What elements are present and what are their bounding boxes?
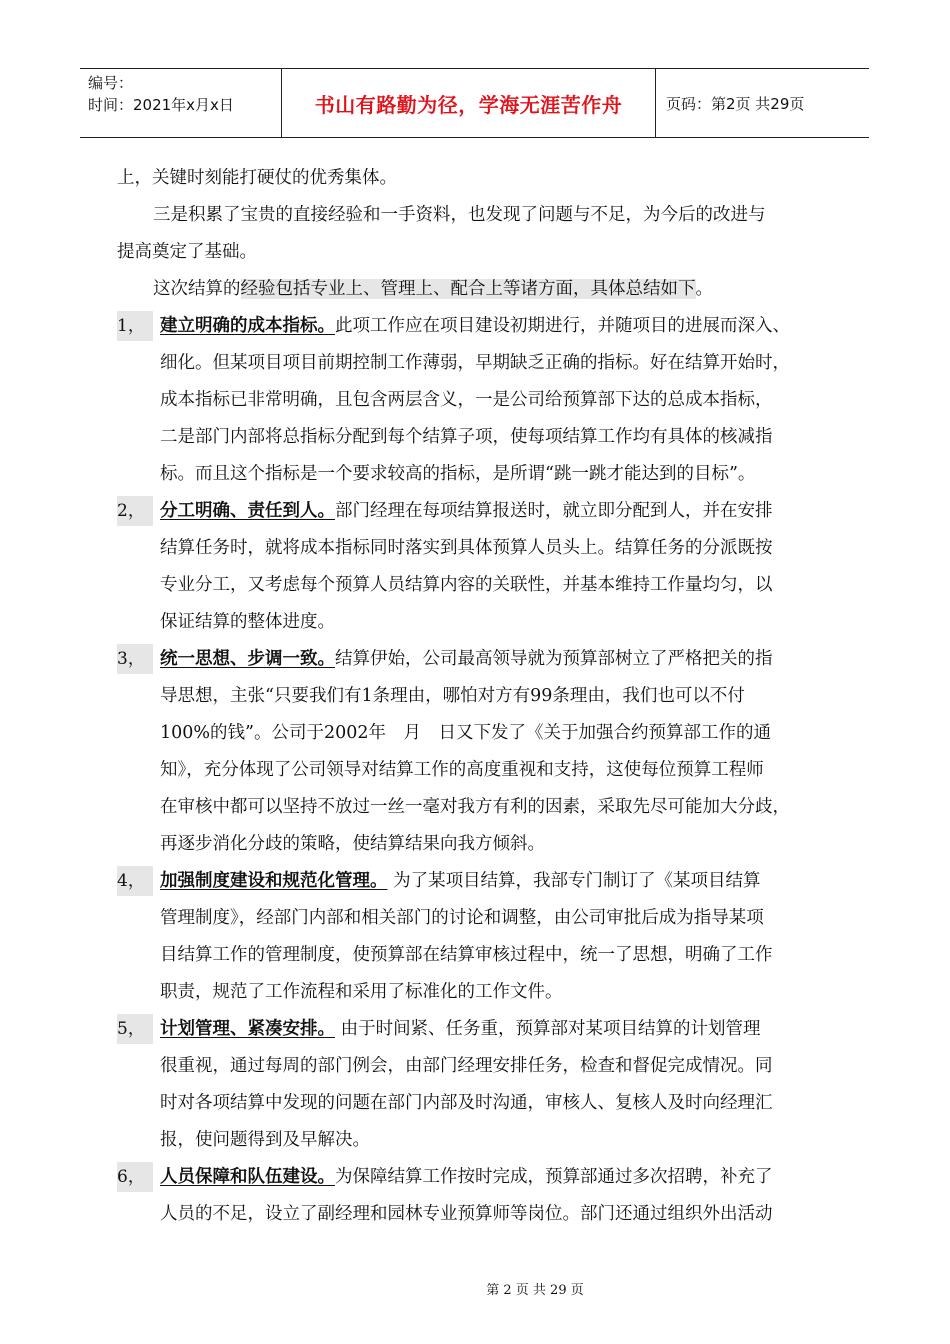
item-number: 3， bbox=[117, 644, 153, 674]
item-first-text: 为保障结算工作按时完成，预算部通过多次招聘，补充了 bbox=[335, 1167, 773, 1187]
item-first-text: 结算伊始，公司最高领导就为预算部树立了严格把关的指 bbox=[335, 649, 773, 669]
item-number: 5， bbox=[117, 1014, 153, 1044]
item-line: 人员的不足，设立了副经理和园林专业预算师等岗位。部门还通过组织外出活动 bbox=[160, 1204, 773, 1224]
intro-line-4 bbox=[117, 271, 847, 308]
list-item bbox=[117, 308, 847, 493]
item-line: 细化。但某项目项目前期控制工作薄弱，早期缺乏正确的指标。好在结算开始时， bbox=[160, 353, 790, 373]
header-table bbox=[80, 68, 869, 138]
item-line: 时对各项结算中发现的问题在部门内部及时沟通，审核人、复核人及时向经理汇 bbox=[160, 1093, 773, 1113]
item-line: 导思想，主张“只要我们有1条理由，哪怕对方有99条理由，我们也可以不付 bbox=[160, 686, 745, 706]
item-first-line bbox=[160, 493, 847, 530]
item-line: 目结算工作的管理制度，使预算部在结算审核过程中，统一了思想，明确了工作 bbox=[160, 945, 773, 965]
list-item bbox=[117, 1159, 847, 1233]
item-line: 职责，规范了工作流程和采用了标准化的工作文件。 bbox=[160, 982, 563, 1002]
intro-line-1: 上，关键时刻能打硬仗的优秀集体。 bbox=[117, 168, 397, 188]
item-first-text: 由于时间紧、任务重，预算部对某项目结算的计划管理 bbox=[335, 1019, 761, 1039]
page-footer bbox=[0, 1279, 950, 1298]
item-number: 4， bbox=[117, 866, 153, 896]
item-line: 在审核中都可以坚持不放过一丝一毫对我方有利的因素，采取先尽可能加大分歧， bbox=[160, 797, 790, 817]
item-line: 100%的钱”。公司于2002年 月 日又下发了《关于加强合约预算部工作的通 bbox=[160, 723, 772, 743]
item-title: 建立明确的成本指标。 bbox=[160, 316, 335, 336]
time-label: 时间：2021年x月x日 bbox=[88, 96, 234, 114]
header-meta-cell bbox=[80, 69, 282, 137]
intro-line-4c: 。 bbox=[695, 279, 713, 299]
item-first-line bbox=[160, 308, 847, 345]
item-title: 统一思想、步调一致。 bbox=[160, 649, 335, 669]
summary-list bbox=[117, 308, 847, 1233]
item-title: 分工明确、责任到人。 bbox=[160, 501, 335, 521]
item-first-line bbox=[160, 1159, 847, 1196]
item-line: 成本指标已非常明确，且包含两层含义，一是公司给预算部下达的总成本指标， bbox=[160, 390, 773, 410]
list-item bbox=[117, 493, 847, 641]
intro-line-4a: 这次结算的 bbox=[153, 279, 241, 299]
item-first-text: 此项工作应在项目建设初期进行，并随项目的进展而深入、 bbox=[335, 316, 790, 336]
item-line: 报，使问题得到及早解决。 bbox=[160, 1130, 370, 1150]
item-line: 管理制度》，经部门内部和相关部门的讨论和调整，由公司审批后成为指导某项 bbox=[160, 908, 764, 928]
item-line: 知》，充分体现了公司领导对结算工作的高度重视和支持，这使每位预算工程师 bbox=[160, 760, 764, 780]
item-number: 6， bbox=[117, 1162, 153, 1192]
item-title: 加强制度建设和规范化管理。 bbox=[160, 871, 388, 891]
item-first-text: 为了某项目结算，我部专门制订了《某项目结算 bbox=[387, 871, 761, 891]
motto: 书山有路勤为径，学海无涯苦作舟 bbox=[282, 69, 656, 137]
item-line: 二是部门内部将总指标分配到每个结算子项，使每项结算工作均有具体的核减指 bbox=[160, 427, 773, 447]
item-line: 结算任务时，就将成本指标同时落实到具体预算人员头上。结算任务的分派既按 bbox=[160, 538, 773, 558]
intro-highlight: 经验包括专业上、管理上、配合上等诸方面，具体总结如下 bbox=[240, 279, 696, 299]
item-number: 2， bbox=[117, 496, 153, 526]
intro-line-3: 提高奠定了基础。 bbox=[117, 242, 257, 262]
list-item bbox=[117, 641, 847, 863]
list-item bbox=[117, 1011, 847, 1159]
number-label: 编号： bbox=[88, 74, 134, 92]
item-line: 很重视，通过每周的部门例会，由部门经理安排任务，检查和督促完成情况。同 bbox=[160, 1056, 773, 1076]
item-first-line bbox=[160, 1011, 847, 1048]
item-title: 计划管理、紧凑安排。 bbox=[160, 1019, 335, 1039]
document-body bbox=[117, 160, 847, 1233]
item-first-text: 部门经理在每项结算报送时，就立即分配到人，并在安排 bbox=[335, 501, 773, 521]
page-info: 页码：第2页 共29页 bbox=[666, 94, 805, 113]
item-first-line bbox=[160, 641, 847, 678]
item-line: 标。而且这个指标是一个要求较高的指标，是所谓“跳一跳才能达到的目标”。 bbox=[160, 464, 756, 484]
item-line: 保证结算的整体进度。 bbox=[160, 612, 335, 632]
item-title: 人员保障和队伍建设。 bbox=[160, 1167, 335, 1187]
footer-page-number: 第 2 页 共 29 页 bbox=[486, 1283, 584, 1298]
item-line: 专业分工，又考虑每个预算人员结算内容的关联性，并基本维持工作量均匀，以 bbox=[160, 575, 773, 595]
item-number: 1， bbox=[117, 311, 153, 341]
item-line: 再逐步消化分歧的策略，使结算结果向我方倾斜。 bbox=[160, 834, 545, 854]
item-first-line bbox=[160, 863, 847, 900]
list-item bbox=[117, 863, 847, 1011]
intro-line-2: 三是积累了宝贵的直接经验和一手资料，也发现了问题与不足，为今后的改进与 bbox=[153, 205, 766, 225]
